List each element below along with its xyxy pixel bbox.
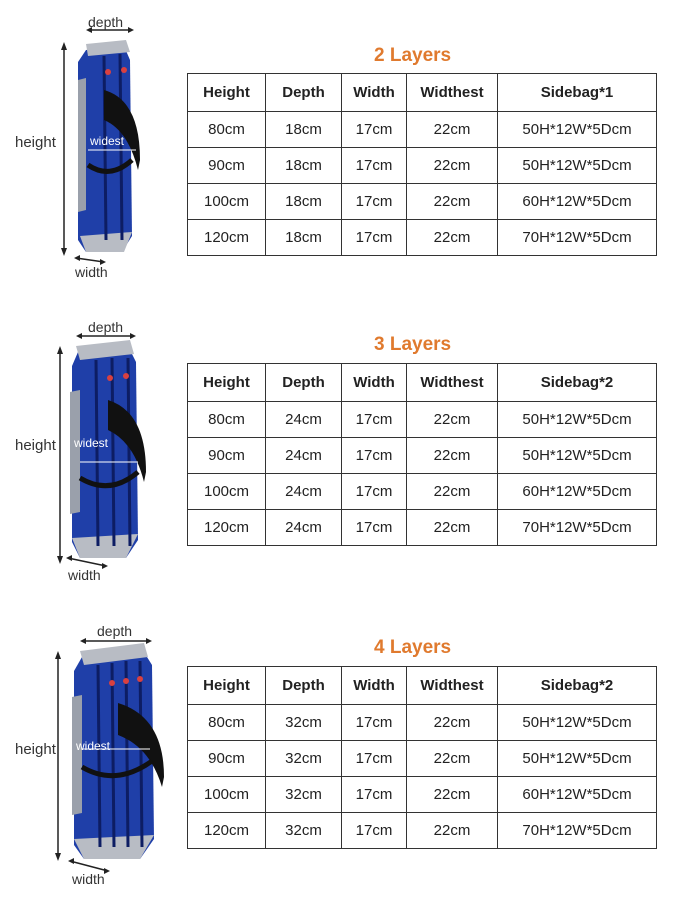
cell-widthest: 22cm	[407, 148, 498, 184]
table-row	[188, 510, 657, 546]
cell-height: 120cm	[188, 813, 266, 849]
table-row	[188, 474, 657, 510]
cell-height: 100cm	[188, 184, 266, 220]
table-row	[188, 184, 657, 220]
widest-label: widest	[76, 739, 111, 753]
cell-sidebag: 70H*12W*5Dcm	[498, 510, 657, 546]
cell-widthest: 22cm	[407, 510, 498, 546]
cell-sidebag: 60H*12W*5Dcm	[498, 474, 657, 510]
bag-figure-4-layers	[0, 607, 180, 907]
header-width: Width	[342, 74, 407, 112]
cell-sidebag: 50H*12W*5Dcm	[498, 112, 657, 148]
width-label: width	[72, 871, 105, 887]
cell-height: 80cm	[188, 112, 266, 148]
cell-sidebag: 50H*12W*5Dcm	[498, 438, 657, 474]
cell-sidebag: 60H*12W*5Dcm	[498, 184, 657, 220]
cell-sidebag: 70H*12W*5Dcm	[498, 813, 657, 849]
widest-label: widest	[90, 134, 125, 148]
header-sidebag: Sidebag*1	[498, 74, 657, 112]
header-depth: Depth	[266, 364, 342, 402]
cell-widthest: 22cm	[407, 777, 498, 813]
table-row	[188, 112, 657, 148]
cell-depth: 18cm	[266, 184, 342, 220]
cell-depth: 32cm	[266, 741, 342, 777]
section-title-text: 2 Layers	[374, 45, 452, 66]
bag-figure-2-layers	[0, 0, 180, 300]
table-row	[188, 220, 657, 256]
depth-label: depth	[88, 14, 124, 30]
section-title-text: 4 Layers	[374, 637, 452, 658]
width-label: width	[68, 567, 101, 583]
cell-widthest: 22cm	[407, 474, 498, 510]
size-table-2-layers	[187, 73, 657, 256]
cell-width: 17cm	[342, 184, 407, 220]
height-label: height	[15, 437, 56, 454]
table-row	[188, 777, 657, 813]
cell-depth: 24cm	[266, 438, 342, 474]
depth-label: depth	[97, 623, 133, 639]
cell-height: 120cm	[188, 510, 266, 546]
table-row	[188, 148, 657, 184]
cell-width: 17cm	[342, 438, 407, 474]
widest-label: widest	[74, 436, 109, 450]
depth-label: depth	[88, 319, 124, 335]
cell-widthest: 22cm	[407, 112, 498, 148]
cell-height: 90cm	[188, 741, 266, 777]
cell-widthest: 22cm	[407, 402, 498, 438]
cell-width: 17cm	[342, 510, 407, 546]
cell-height: 100cm	[188, 777, 266, 813]
header-width: Width	[342, 667, 407, 705]
cell-depth: 24cm	[266, 510, 342, 546]
cell-widthest: 22cm	[407, 184, 498, 220]
bag-figure-3-layers	[0, 302, 180, 602]
table-row	[188, 705, 657, 741]
cell-width: 17cm	[342, 813, 407, 849]
cell-width: 17cm	[342, 705, 407, 741]
cell-height: 80cm	[188, 705, 266, 741]
cell-sidebag: 50H*12W*5Dcm	[498, 741, 657, 777]
height-label: height	[15, 741, 56, 758]
cell-widthest: 22cm	[407, 705, 498, 741]
table-header-row	[188, 74, 657, 112]
size-table-3-layers	[187, 363, 657, 546]
size-table-4-layers	[187, 666, 657, 849]
header-sidebag: Sidebag*2	[498, 364, 657, 402]
cell-width: 17cm	[342, 474, 407, 510]
cell-depth: 32cm	[266, 777, 342, 813]
table-row	[188, 438, 657, 474]
cell-depth: 24cm	[266, 402, 342, 438]
header-height: Height	[188, 667, 266, 705]
cell-depth: 18cm	[266, 220, 342, 256]
table-row	[188, 402, 657, 438]
cell-sidebag: 50H*12W*5Dcm	[498, 705, 657, 741]
header-widthest: Widthest	[407, 667, 498, 705]
cell-widthest: 22cm	[407, 438, 498, 474]
cell-height: 90cm	[188, 438, 266, 474]
cell-height: 100cm	[188, 474, 266, 510]
cell-width: 17cm	[342, 148, 407, 184]
header-depth: Depth	[266, 667, 342, 705]
cell-height: 120cm	[188, 220, 266, 256]
table-header-row	[188, 667, 657, 705]
cell-height: 90cm	[188, 148, 266, 184]
cell-sidebag: 50H*12W*5Dcm	[498, 148, 657, 184]
header-height: Height	[188, 364, 266, 402]
cell-depth: 24cm	[266, 474, 342, 510]
table-row	[188, 813, 657, 849]
cell-depth: 32cm	[266, 813, 342, 849]
cell-sidebag: 70H*12W*5Dcm	[498, 220, 657, 256]
header-widthest: Widthest	[407, 364, 498, 402]
header-sidebag: Sidebag*2	[498, 667, 657, 705]
cell-width: 17cm	[342, 402, 407, 438]
cell-sidebag: 60H*12W*5Dcm	[498, 777, 657, 813]
header-width: Width	[342, 364, 407, 402]
cell-sidebag: 50H*12W*5Dcm	[498, 402, 657, 438]
cell-widthest: 22cm	[407, 741, 498, 777]
table-row	[188, 741, 657, 777]
section-title-text: 3 Layers	[374, 334, 452, 355]
cell-width: 17cm	[342, 112, 407, 148]
height-label: height	[15, 134, 56, 151]
cell-depth: 18cm	[266, 148, 342, 184]
header-depth: Depth	[266, 74, 342, 112]
cell-width: 17cm	[342, 220, 407, 256]
cell-depth: 18cm	[266, 112, 342, 148]
cell-width: 17cm	[342, 777, 407, 813]
cell-height: 80cm	[188, 402, 266, 438]
cell-widthest: 22cm	[407, 220, 498, 256]
table-header-row	[188, 364, 657, 402]
cell-widthest: 22cm	[407, 813, 498, 849]
cell-depth: 32cm	[266, 705, 342, 741]
width-label: width	[75, 264, 108, 280]
cell-width: 17cm	[342, 741, 407, 777]
header-height: Height	[188, 74, 266, 112]
header-widthest: Widthest	[407, 74, 498, 112]
